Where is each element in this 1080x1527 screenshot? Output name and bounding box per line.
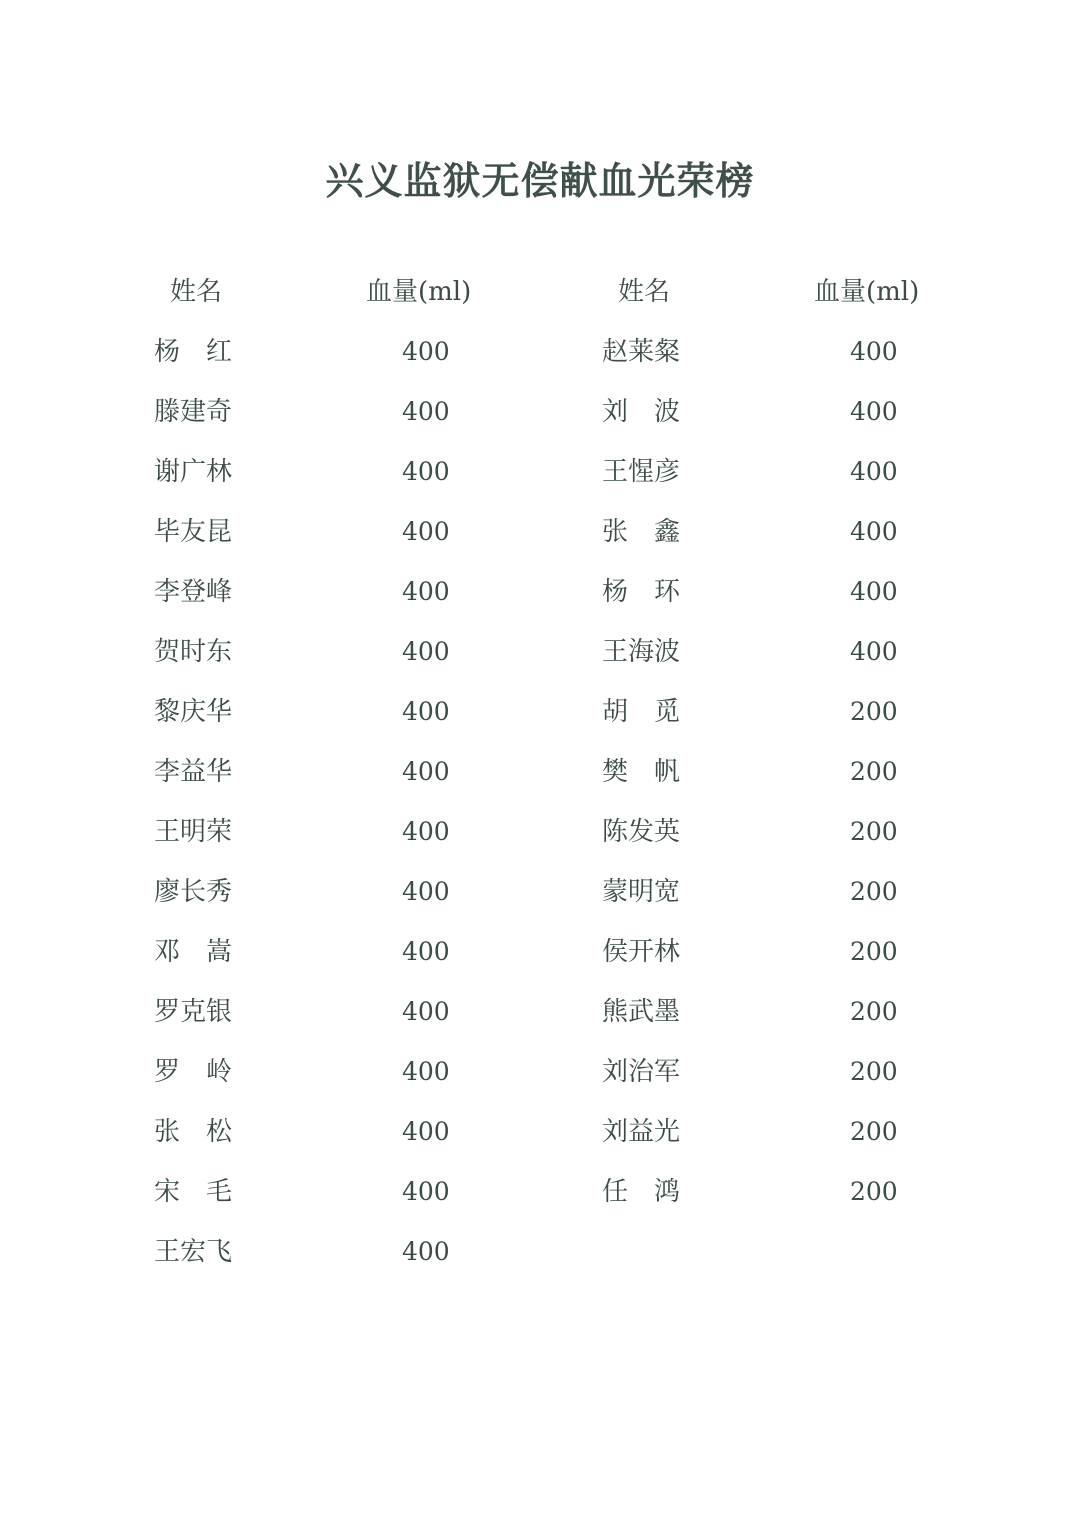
donor-rows-left [140, 322, 540, 1282]
donor-row [588, 562, 988, 622]
table-header [588, 262, 988, 322]
donor-list-left [140, 262, 540, 1282]
donor-volume: 200 [850, 937, 898, 966]
donor-name: 罗克银 [154, 997, 233, 1027]
donor-row [588, 982, 988, 1042]
donor-volume: 400 [402, 757, 450, 786]
donor-volume: 400 [402, 1177, 450, 1206]
donor-name: 侯开林 [602, 937, 681, 967]
donor-volume: 200 [850, 697, 898, 726]
donor-row [140, 322, 540, 382]
donor-volume: 400 [402, 577, 450, 606]
donor-row [588, 1102, 988, 1162]
donor-row [588, 442, 988, 502]
donor-row [140, 1042, 540, 1102]
donor-volume: 200 [850, 877, 898, 906]
donor-row [140, 742, 540, 802]
donor-name: 杨 红 [154, 337, 233, 367]
donor-row [588, 862, 988, 922]
donor-name: 刘 波 [602, 397, 681, 427]
donor-volume: 200 [850, 757, 898, 786]
donor-name: 刘益光 [602, 1117, 681, 1147]
donor-row [588, 1162, 988, 1222]
donor-volume: 400 [402, 1057, 450, 1086]
donor-row [140, 1102, 540, 1162]
donor-volume: 200 [850, 1117, 898, 1146]
donor-name: 刘治军 [602, 1057, 681, 1087]
donor-rows-right [588, 322, 988, 1222]
donor-volume: 200 [850, 1057, 898, 1086]
donor-row [588, 802, 988, 862]
donor-volume: 400 [850, 337, 898, 366]
donor-volume: 400 [850, 577, 898, 606]
donor-row [140, 862, 540, 922]
donor-name: 杨 环 [602, 577, 681, 607]
donor-row [140, 922, 540, 982]
donor-volume: 200 [850, 817, 898, 846]
donor-name: 王明荣 [154, 817, 233, 847]
donor-row [588, 1042, 988, 1102]
donor-row [140, 622, 540, 682]
donor-name: 罗 岭 [154, 1057, 233, 1087]
donor-name: 胡 觅 [602, 697, 681, 727]
donor-volume: 400 [402, 397, 450, 426]
donor-volume: 400 [402, 517, 450, 546]
volume-column-header: 血量(ml) [814, 277, 920, 307]
donor-name: 陈发英 [602, 817, 681, 847]
donor-volume: 400 [402, 457, 450, 486]
donor-name: 樊 帆 [602, 757, 681, 787]
donor-name: 熊武墨 [602, 997, 681, 1027]
donor-row [588, 502, 988, 562]
donor-name: 宋 毛 [154, 1177, 233, 1207]
donor-volume: 400 [850, 637, 898, 666]
donor-name: 毕友昆 [154, 517, 233, 547]
donor-row [140, 982, 540, 1042]
donor-volume: 400 [402, 337, 450, 366]
donor-name: 王海波 [602, 637, 681, 667]
donor-row [140, 442, 540, 502]
donor-name: 蒙明宽 [602, 877, 681, 907]
donor-volume: 400 [402, 1237, 450, 1266]
donor-name: 赵莱粲 [602, 337, 681, 367]
donor-name: 李益华 [154, 757, 233, 787]
name-column-header: 姓名 [618, 277, 671, 307]
donor-name: 李登峰 [154, 577, 233, 607]
donor-row [140, 502, 540, 562]
donor-volume: 400 [402, 877, 450, 906]
donor-row [140, 562, 540, 622]
donor-row [140, 1162, 540, 1222]
donor-name: 谢广林 [154, 457, 233, 487]
page-title: 兴义监狱无偿献血光荣榜 [325, 158, 755, 203]
donor-row [588, 682, 988, 742]
donor-name: 王惺彦 [602, 457, 681, 487]
name-column-header: 姓名 [170, 277, 223, 307]
donor-name: 任 鸿 [602, 1177, 681, 1207]
donor-volume: 400 [850, 457, 898, 486]
donor-row [140, 1222, 540, 1282]
donor-name: 张 鑫 [602, 517, 681, 547]
donor-name: 贺时东 [154, 637, 233, 667]
donor-volume: 400 [402, 637, 450, 666]
donor-volume: 200 [850, 997, 898, 1026]
donor-name: 王宏飞 [154, 1237, 233, 1267]
donor-row [140, 382, 540, 442]
donor-volume: 400 [402, 997, 450, 1026]
donor-row [140, 802, 540, 862]
donor-name: 张 松 [154, 1117, 233, 1147]
donor-name: 邓 嵩 [154, 937, 233, 967]
table-header [140, 262, 540, 322]
donor-row [588, 922, 988, 982]
donor-row [588, 322, 988, 382]
donor-row [588, 742, 988, 802]
volume-column-header: 血量(ml) [366, 277, 472, 307]
donor-volume: 200 [850, 1177, 898, 1206]
donor-volume: 400 [850, 397, 898, 426]
donor-name: 廖长秀 [154, 877, 233, 907]
donor-volume: 400 [402, 697, 450, 726]
donor-name: 黎庆华 [154, 697, 233, 727]
donor-row [140, 682, 540, 742]
donor-list-right [588, 262, 988, 1222]
donor-volume: 400 [850, 517, 898, 546]
donor-row [588, 382, 988, 442]
donor-volume: 400 [402, 817, 450, 846]
donor-name: 滕建奇 [154, 397, 233, 427]
donor-volume: 400 [402, 937, 450, 966]
donor-volume: 400 [402, 1117, 450, 1146]
donor-row [588, 622, 988, 682]
